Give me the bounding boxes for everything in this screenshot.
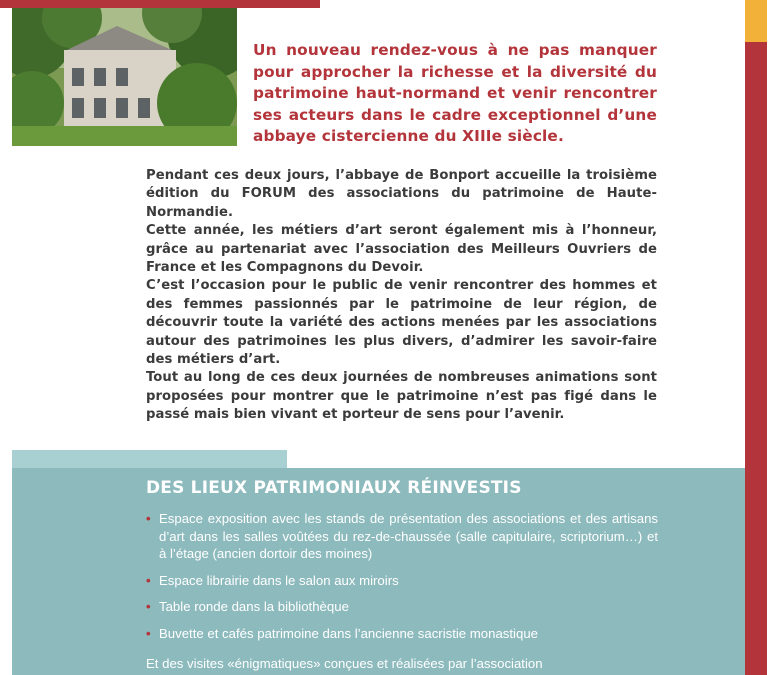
bullet-icon: • [146, 511, 151, 526]
paragraph-animations: Tout au long de ces deux journées de nombreuses animations sont proposées pour montrer que le patrimoine n’est pas figé dans le passé mais bien vivant et porteur de sens pour l’avenir. [146, 370, 657, 423]
paragraph-metiers-art: Cette année, les métiers d’art seront également mis à l’honneur, grâce au partenariat avec l’association des Meilleurs Ouvriers de France et les Compagnons du Devoir. [146, 223, 657, 276]
paragraph-edition: Pendant ces deux jours, l’abbaye de Bonport accueille la troisième édition du FORUM des associations du patrimoine de Haute-Normandie. [146, 168, 657, 220]
closing-text: Et des visites «énigmatiques» conçues et réalisées par l’association [146, 656, 543, 671]
feature-list [146, 510, 658, 651]
list-item-text: Espace exposition avec les stands de présentation des associations et des artisans d’art dans les salles voûtées du rez-de-chaussée (salle capitulaire, scriptorium…) et à l’étage (ancien dortoir des moines) [159, 511, 658, 561]
right-red-band [745, 42, 767, 675]
bullet-icon: • [146, 572, 151, 588]
bullet-icon: • [146, 599, 151, 614]
list-item [146, 510, 658, 563]
list-item [146, 625, 658, 643]
section-title: DES LIEUX PATRIMONIAUX RÉINVESTIS [146, 478, 522, 498]
list-item-text: Buvette et cafés patrimoine dans l’ancienne sacristie monastique [159, 625, 538, 641]
top-red-bar [0, 0, 320, 8]
body-text [146, 167, 657, 425]
list-item-text: Espace librairie dans le salon aux miroirs [159, 572, 399, 588]
list-item [146, 572, 658, 590]
bullet-icon: • [146, 625, 151, 641]
intro-text: Un nouveau rendez-vous à ne pas manquer pour approcher la richesse et la diversité du patrimoine haut-normand et venir rencontrer ses acteurs dans le cadre exceptionnel d’une abbaye cistercienne du XIIIe siècle. [253, 41, 657, 146]
list-item [146, 598, 658, 616]
abbey-photo [12, 8, 237, 146]
list-item-text: Table ronde dans la bibliothèque [159, 599, 349, 614]
paragraph-occasion: C’est l’occasion pour le public de venir rencontrer des hommes et des femmes passionnés par le patrimoine de leur région, de découvrir toute la variété des actions menées par les associations autour des patrimoines les plus divers, d’admirer les savoir-faire des métiers d’art. [146, 278, 657, 368]
teal-tab [12, 450, 287, 468]
right-yellow-accent [745, 0, 767, 42]
